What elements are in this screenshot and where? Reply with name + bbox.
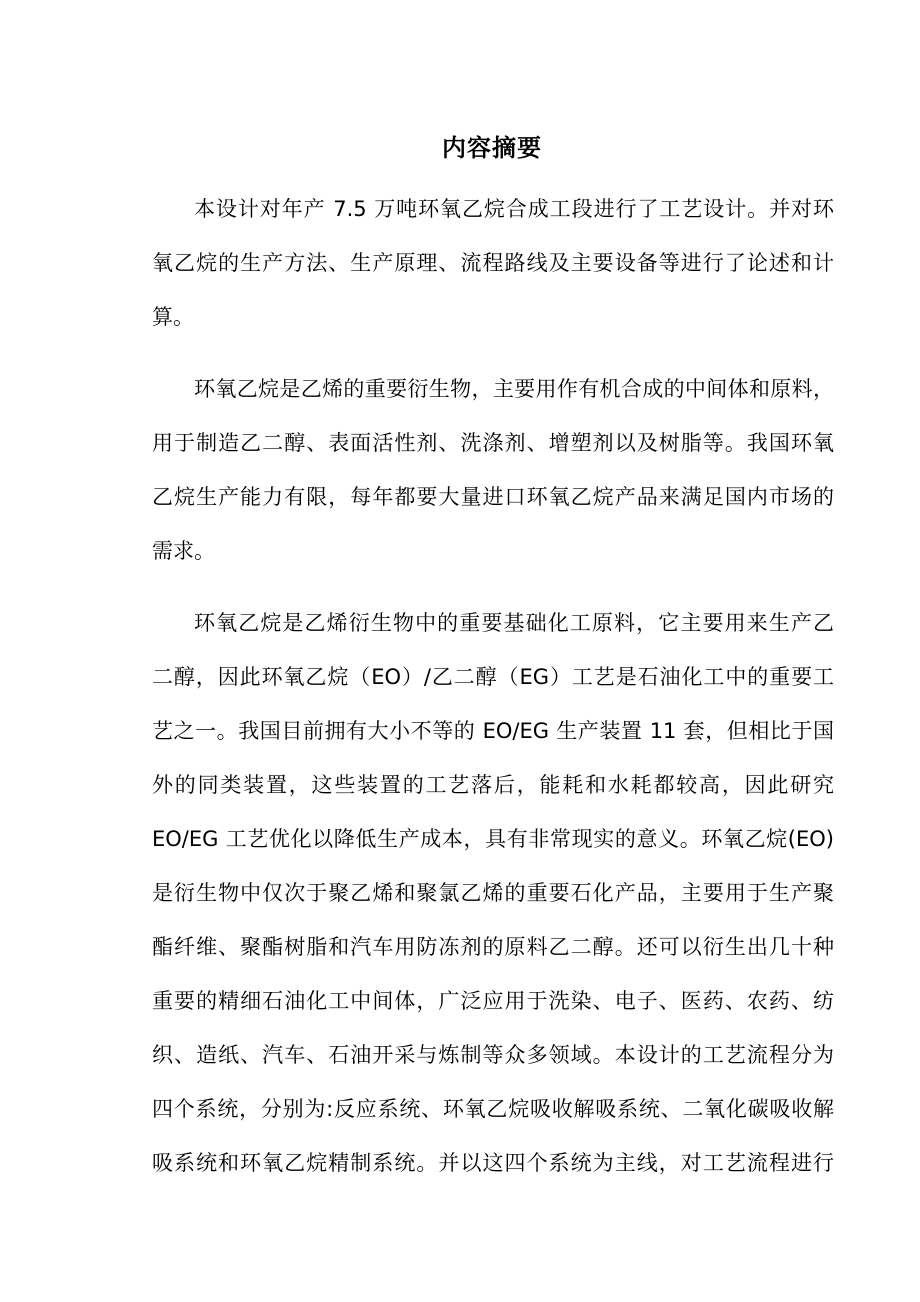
text-line: 算。: [152, 305, 194, 329]
text-line: EO/EG 工艺优化以降低生产成本，具有非常现实的意义。环氧乙烷(EO): [152, 827, 834, 851]
text-line: 乙烷生产能力有限，每年都要大量进口环氧乙烷产品来满足国内市场的: [152, 485, 834, 509]
text-line: 是衍生物中仅次于聚乙烯和聚氯乙烯的重要石化产品，主要用于生产聚: [152, 881, 834, 905]
paragraph: [152, 596, 834, 1190]
text-line: 酯纤维、聚酯树脂和汽车用防冻剂的原料乙二醇。还可以衍生出几十种: [152, 935, 834, 959]
text-line: 需求。: [152, 539, 215, 563]
text-line: 艺之一。我国目前拥有大小不等的 EO/EG 生产装置 11 套，但相比于国: [152, 719, 834, 743]
text-line: 重要的精细石油化工中间体，广泛应用于洗染、电子、医药、农药、纺: [152, 989, 834, 1013]
abstract-body: [152, 182, 834, 1190]
paragraph-spacer: [152, 578, 834, 596]
text-line: 外的同类装置，这些装置的工艺落后，能耗和水耗都较高，因此研究: [152, 773, 834, 797]
text-line: 织、造纸、汽车、石油开采与炼制等众多领域。本设计的工艺流程分为: [152, 1043, 834, 1067]
text-line: 二醇，因此环氧乙烷（EO）/乙二醇（EG）工艺是石油化工中的重要工: [152, 665, 834, 689]
text-line: 环氧乙烷是乙烯衍生物中的重要基础化工原料，它主要用来生产乙: [194, 611, 834, 635]
page-title: 内容摘要: [442, 134, 542, 162]
text-line: 本设计对年产 7.5 万吨环氧乙烷合成工段进行了工艺设计。并对环: [194, 197, 834, 221]
paragraph: [152, 182, 834, 344]
text-line: 环氧乙烷是乙烯的重要衍生物，主要用作有机合成的中间体和原料，: [194, 377, 834, 401]
paragraph-spacer: [152, 344, 834, 362]
paragraph: [152, 362, 834, 578]
text-line: 四个系统，分别为:反应系统、环氧乙烷吸收解吸系统、二氧化碳吸收解: [152, 1097, 834, 1121]
text-line: 用于制造乙二醇、表面活性剂、洗涤剂、增塑剂以及树脂等。我国环氧: [152, 431, 834, 455]
text-line: 氧乙烷的生产方法、生产原理、流程路线及主要设备等进行了论述和计: [152, 251, 834, 275]
text-line: 吸系统和环氧乙烷精制系统。并以这四个系统为主线，对工艺流程进行: [152, 1151, 834, 1175]
